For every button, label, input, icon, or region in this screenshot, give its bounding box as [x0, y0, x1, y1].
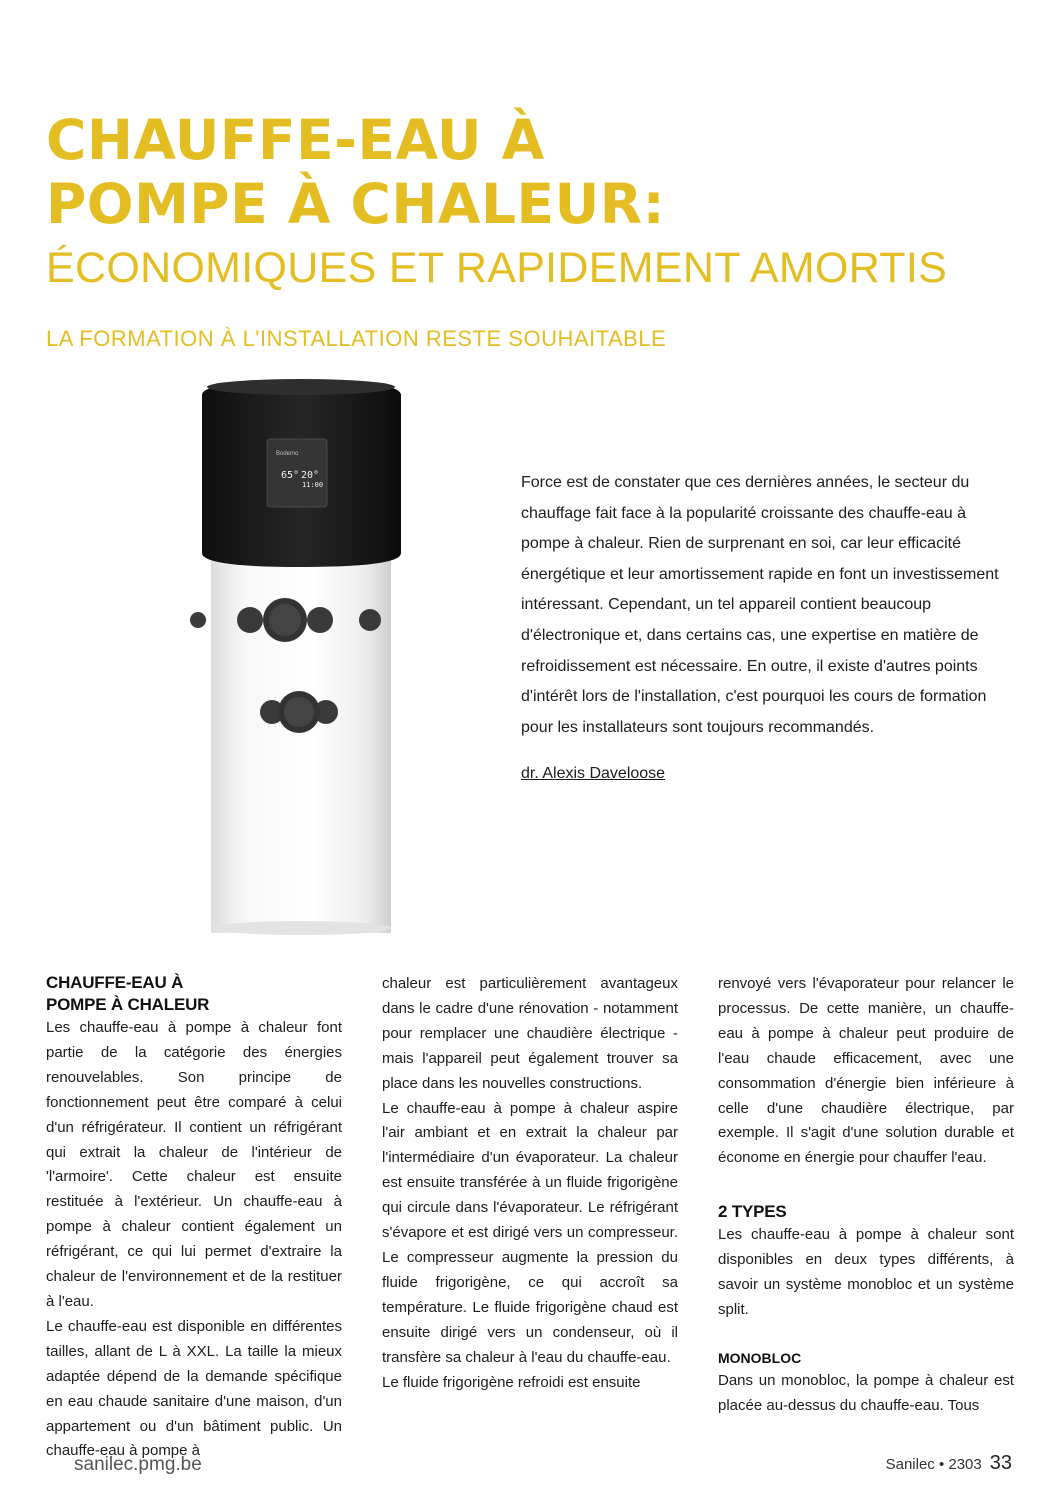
section-heading-chauffe-eau	[46, 972, 342, 1016]
article-subtitle: ÉCONOMIQUES ET RAPIDEMENT AMORTIS	[46, 244, 948, 292]
display-left-temp: 65°	[281, 470, 300, 481]
paragraph: Les chauffe-eau à pompe à chaleur sont disponibles en deux types différents, à savoir un système monobloc et un système split.	[718, 1226, 1014, 1318]
paragraph: chaleur est particulièrement avantageux dans le cadre d'une rénovation - notamment pour remplacer une chaudière électrique - mais l'appareil peut également trouver sa place dans les nouvelles constructions.	[382, 975, 678, 1092]
page-number: 33	[989, 1452, 1012, 1474]
intro-paragraph: Force est de constater que ces dernières années, le secteur du chauffage fait face à la popularité croissante des chauffe-eau à pompe à chaleur. Rien de surprenant en soi, car leur efficacité énergétique et leur amortissement rapide en font un investissement intéressant. Cependant, un tel appareil contient beaucoup d'électronique et, dans certains cas, une expertise en matière de refroidissement est nécessaire. En outre, il existe d'autres points d'intérêt lors de l'installation, c'est pourquoi les cours de formation pour les installateurs sont toujours recommandés.	[521, 474, 999, 736]
section-heading-2-types: 2 TYPES	[718, 1202, 787, 1222]
article-title	[46, 108, 665, 236]
article-column-1	[46, 972, 342, 1464]
display-time: 11:00	[302, 481, 324, 489]
article-column-3	[718, 972, 1014, 1419]
author-link[interactable]: dr. Alexis Daveloose	[521, 765, 666, 782]
display-right-temp: 20°	[301, 470, 320, 481]
paragraph: Le fluide frigorigène refroidi est ensuite	[382, 1373, 641, 1391]
heading-line-2: POMPE À CHALEUR	[46, 995, 210, 1014]
footer-issue: Sanilec • 2303	[885, 1456, 982, 1473]
heat-pump-water-heater-image	[180, 375, 410, 935]
title-line-1: CHAUFFE-EAU À	[46, 108, 545, 172]
article-column-2	[382, 972, 678, 1395]
paragraph: Les chauffe-eau à pompe à chaleur font partie de la catégorie des énergies renouvelables. Son principe de fonctionnement peut être comparé à celui d'un réfrigérateur. Il contient un réfrigérant qui extrait la chaleur de l'intérieur de 'l'armoire'. Cette chaleur est ensuite restituée à l'extérieur. Un chauffe-eau à pompe à chaleur contient également un réfrigérant, ce qui lui permet d'extraire la chaleur de l'environnement et de la restituer à l'eau.	[46, 1019, 342, 1310]
paragraph: renvoyé vers l'évaporateur pour relancer le processus. De cette manière, un chauffe-eau à pompe à chaleur peut produire de l'eau chaude efficacement, avec une consommation d'énergie bien inférieure à celle d'une chaudière électrique, par exemple. Il s'agit d'une solution durable et économe en énergie pour chauffer l'eau.	[718, 975, 1014, 1167]
display-brand: Bodemo	[276, 451, 299, 457]
subheading-monobloc: MONOBLOC	[718, 1349, 802, 1366]
paragraph: Le chauffe-eau est disponible en différentes tailles, allant de L à XXL. La taille la mieux adaptée dépend de la demande spécifique en eau chaude sanitaire d'une maison, d'un appartement ou d'un bâtiment public. Un chauffe-eau à pompe à	[46, 1317, 342, 1460]
title-line-2: POMPE À CHALEUR:	[46, 172, 666, 236]
footer-website-link[interactable]: sanilec.pmg.be	[74, 1454, 202, 1475]
article-tagline: LA FORMATION À L'INSTALLATION RESTE SOUHAITABLE	[46, 326, 667, 351]
paragraph: Dans un monobloc, la pompe à chaleur est placée au-dessus du chauffe-eau. Tous	[718, 1371, 1014, 1414]
footer-page-info	[886, 1452, 1012, 1475]
paragraph: Le chauffe-eau à pompe à chaleur aspire l'air ambiant et en extrait la chaleur par l'intermédiaire d'un évaporateur. La chaleur est ensuite transférée à un fluide frigorigène qui circule dans l'évaporateur. Le réfrigérant s'évapore et est dirigé vers un compresseur. Le compresseur augmente la pression du fluide frigorigène, ce qui accroît sa température. Le fluide frigorigène chaud est ensuite dirigé vers un condenseur, où il transfère sa chaleur à l'eau du chauffe-eau.	[382, 1099, 678, 1366]
heading-line-1: CHAUFFE-EAU À	[46, 973, 184, 992]
